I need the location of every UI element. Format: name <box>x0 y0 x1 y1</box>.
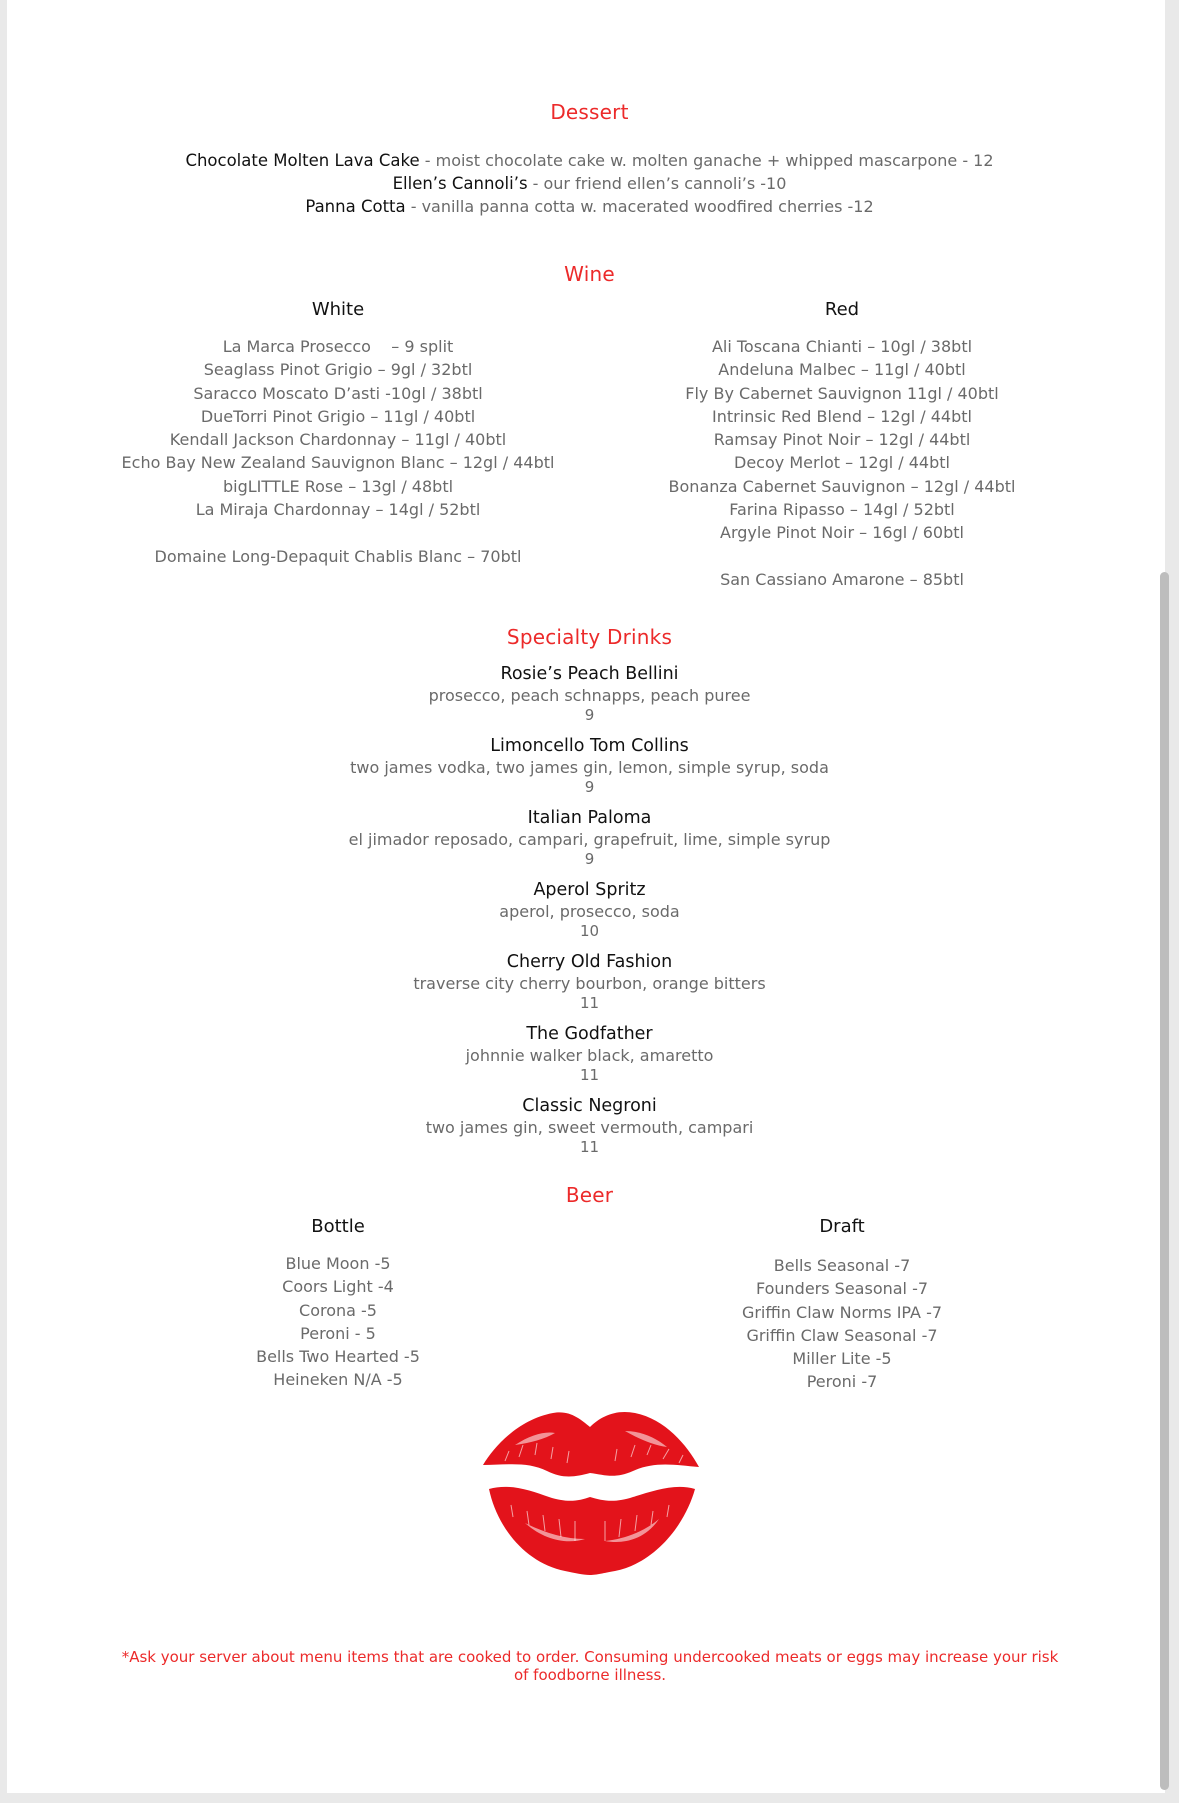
wine-red-item: Farina Ripasso – 14gl / 52btl <box>729 500 955 520</box>
dessert-item-desc: - moist chocolate cake w. molten ganache + whipped mascarpone - 12 <box>419 151 994 170</box>
drink-name: Limoncello Tom Collins <box>490 736 689 756</box>
wine-red-item: Ramsay Pinot Noir – 12gl / 44btl <box>713 430 971 450</box>
drink-desc: traverse city cherry bourbon, orange bitters <box>413 974 766 993</box>
drink-name: The Godfather <box>526 1024 653 1044</box>
wine-red-item: Decoy Merlot – 12gl / 44btl <box>734 453 950 473</box>
specialty-drink <box>0 1022 1179 1084</box>
specialty-drink <box>0 950 1179 1012</box>
wine-white-item: Kendall Jackson Chardonnay – 11gl / 40btl <box>169 430 507 450</box>
allergy-footnote: *Ask your server about menu items that are cooked to order. Consuming undercooked meats or eggs may increase your risk of foodborne illness. <box>121 1648 1059 1684</box>
beer-bottle-item: Blue Moon -5 <box>285 1254 391 1273</box>
specialty-title: Specialty Drinks <box>506 625 673 649</box>
wine-red-item: Fly By Cabernet Sauvignon 11gl / 40btl <box>685 383 999 403</box>
dessert-item-desc: - our friend ellen’s cannoli’s -10 <box>527 174 787 193</box>
dessert-title: Dessert <box>550 100 629 124</box>
wine-white-item: Echo Bay New Zealand Sauvignon Blanc – 12gl / 44btl <box>121 453 555 473</box>
beer-draft-list <box>612 1254 1072 1394</box>
wine-white-item: Seaglass Pinot Grigio – 9gl / 32btl <box>203 360 473 380</box>
drink-name: Classic Negroni <box>522 1096 657 1116</box>
drink-price: 11 <box>579 1138 600 1156</box>
beer-bottle-item: Corona -5 <box>299 1300 377 1320</box>
wine-white-item: Domaine Long-Depaquit Chablis Blanc – 70btl <box>154 546 522 566</box>
beer-draft-item: Bells Seasonal -7 <box>773 1256 911 1275</box>
drink-name: Italian Paloma <box>527 808 652 828</box>
wine-white-item: Saracco Moscato D’asti -10gl / 38btl <box>193 383 483 403</box>
dessert-item-name: Chocolate Molten Lava Cake <box>185 151 420 170</box>
wine-white-item: DueTorri Pinot Grigio – 11gl / 40btl <box>200 406 476 426</box>
drink-price: 9 <box>584 850 595 868</box>
wine-red-item: Andeluna Malbec – 11gl / 40btl <box>718 360 966 380</box>
lips-kiss-icon <box>475 1405 705 1585</box>
beer-bottle-item: Coors Light -4 <box>282 1277 394 1297</box>
drink-name: Cherry Old Fashion <box>506 952 673 972</box>
specialty-drink <box>0 734 1179 796</box>
beer-draft-item: Miller Lite -5 <box>792 1349 892 1369</box>
drink-name: Aperol Spritz <box>533 880 646 900</box>
wine-red-heading: Red <box>824 299 860 320</box>
beer-draft-heading: Draft <box>819 1216 865 1237</box>
beer-bottle-list <box>108 1252 568 1392</box>
beer-draft-item: Griffin Claw Norms IPA -7 <box>741 1302 943 1322</box>
beer-title: Beer <box>565 1183 614 1207</box>
wine-white-item: La Miraja Chardonnay – 14gl / 52btl <box>195 500 481 520</box>
specialty-drink <box>0 806 1179 868</box>
drink-desc: el jimador reposado, campari, grapefruit, lime, simple syrup <box>348 830 831 849</box>
beer-bottle-item: Peroni - 5 <box>300 1323 376 1343</box>
drink-price: 11 <box>579 1066 600 1084</box>
wine-white-item <box>108 521 568 544</box>
drink-price: 9 <box>584 706 595 724</box>
drink-desc: two james vodka, two james gin, lemon, simple syrup, soda <box>350 758 829 777</box>
drink-desc: two james gin, sweet vermouth, campari <box>425 1118 754 1137</box>
wine-white-list <box>108 335 568 568</box>
dessert-item <box>0 172 1179 195</box>
dessert-item-name: Ellen’s Cannoli’s <box>392 174 528 193</box>
dessert-item-name: Panna Cotta <box>305 197 406 216</box>
wine-red-list <box>612 335 1072 591</box>
beer-draft-item: Peroni -7 <box>806 1372 878 1392</box>
drink-desc: johnnie walker black, amaretto <box>465 1046 714 1065</box>
beer-draft-item: Founders Seasonal -7 <box>755 1279 929 1299</box>
drink-name: Rosie’s Peach Bellini <box>500 664 679 684</box>
wine-white-item: bigLITTLE Rose – 13gl / 48btl <box>222 476 454 496</box>
wine-red-item: Ali Toscana Chianti – 10gl / 38btl <box>711 337 973 356</box>
drink-desc: aperol, prosecco, soda <box>499 902 680 921</box>
drink-price: 9 <box>584 778 595 796</box>
wine-white-item: La Marca Prosecco – 9 split <box>222 337 454 356</box>
drink-desc: prosecco, peach schnapps, peach puree <box>428 686 751 705</box>
wine-red-item: Argyle Pinot Noir – 16gl / 60btl <box>720 523 964 543</box>
dessert-item-desc: - vanilla panna cotta w. macerated woodfired cherries -12 <box>405 197 874 216</box>
wine-red-item: San Cassiano Amarone – 85btl <box>720 569 964 589</box>
beer-bottle-heading: Bottle <box>311 1216 365 1237</box>
drink-price: 11 <box>579 994 600 1012</box>
wine-red-item: Bonanza Cabernet Sauvignon – 12gl / 44btl <box>668 476 1016 496</box>
wine-red-item <box>612 545 1072 568</box>
dessert-item <box>0 195 1179 218</box>
wine-white-heading: White <box>311 299 365 320</box>
wine-red-item: Intrinsic Red Blend – 12gl / 44btl <box>712 406 972 426</box>
wine-title: Wine <box>564 262 615 286</box>
dessert-item <box>0 149 1179 172</box>
specialty-drink <box>0 878 1179 940</box>
drink-price: 10 <box>579 922 600 940</box>
specialty-drink <box>0 1094 1179 1156</box>
beer-bottle-item: Heineken N/A -5 <box>273 1370 403 1390</box>
beer-bottle-item: Bells Two Hearted -5 <box>256 1347 420 1367</box>
specialty-drink <box>0 662 1179 724</box>
beer-draft-item: Griffin Claw Seasonal -7 <box>746 1325 938 1345</box>
